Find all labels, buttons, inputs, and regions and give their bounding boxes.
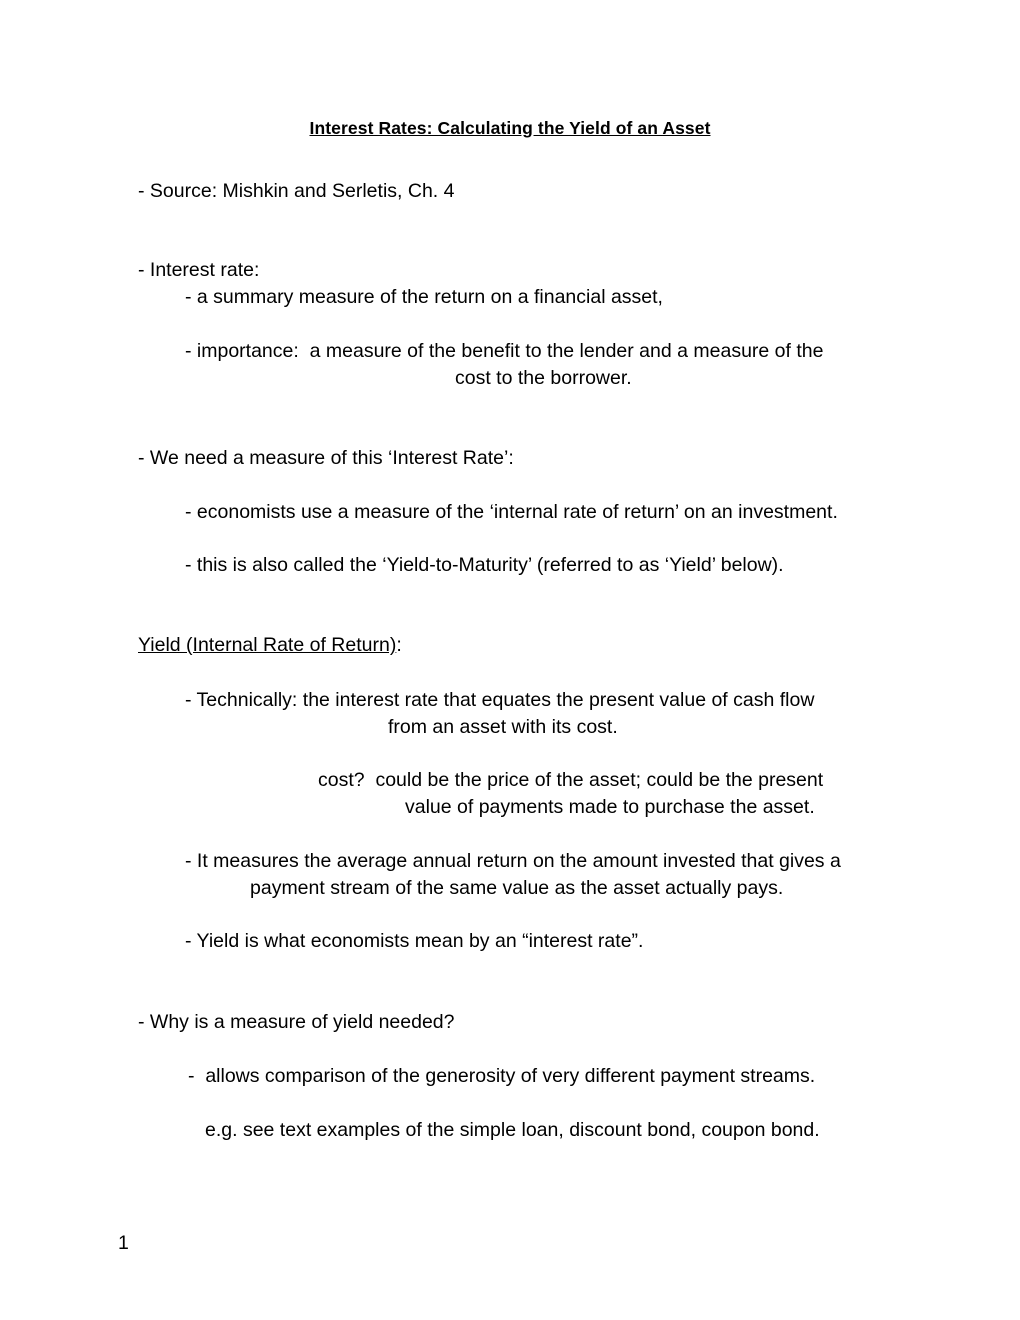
need-measure-bullet-2: - this is also called the ‘Yield-to-Maturity’ (referred to as ‘Yield’ below). bbox=[185, 554, 784, 576]
yield-bullet-1-line-2: from an asset with its cost. bbox=[388, 716, 618, 738]
interest-rate-bullet-2-line-2: cost to the borrower. bbox=[455, 367, 632, 389]
yield-section-heading-text: Yield (Internal Rate of Return) bbox=[138, 634, 397, 656]
why-yield-bullet-1: - allows comparison of the generosity of very different payment streams. bbox=[188, 1065, 816, 1087]
why-yield-bullet-2: e.g. see text examples of the simple loan, discount bond, coupon bond. bbox=[205, 1119, 820, 1141]
why-yield-heading: - Why is a measure of yield needed? bbox=[138, 1011, 455, 1033]
yield-cost-note-line-2: value of payments made to purchase the asset. bbox=[405, 796, 815, 818]
yield-bullet-1-line-1: - Technically: the interest rate that equates the present value of cash flow bbox=[185, 689, 815, 711]
page-number: 1 bbox=[118, 1232, 129, 1254]
page-title: Interest Rates: Calculating the Yield of an Asset bbox=[309, 118, 711, 138]
source-line: - Source: Mishkin and Serletis, Ch. 4 bbox=[138, 180, 455, 202]
yield-bullet-2-line-1: - It measures the average annual return on the amount invested that gives a bbox=[185, 850, 841, 872]
interest-rate-bullet-2-line-1: - importance: a measure of the benefit to the lender and a measure of the bbox=[185, 340, 824, 362]
interest-rate-bullet-1: - a summary measure of the return on a financial asset, bbox=[185, 286, 663, 308]
yield-section-heading bbox=[138, 632, 402, 659]
interest-rate-heading: - Interest rate: bbox=[138, 259, 260, 281]
yield-section-heading-colon: : bbox=[396, 634, 402, 656]
yield-bullet-2-line-2: payment stream of the same value as the asset actually pays. bbox=[250, 877, 784, 899]
need-measure-bullet-1: - economists use a measure of the ‘internal rate of return’ on an investment. bbox=[185, 501, 838, 523]
yield-bullet-3: - Yield is what economists mean by an “interest rate”. bbox=[185, 930, 644, 952]
yield-cost-note-line-1: cost? could be the price of the asset; could be the present bbox=[318, 769, 824, 791]
need-measure-heading: - We need a measure of this ‘Interest Rate’: bbox=[138, 447, 514, 469]
